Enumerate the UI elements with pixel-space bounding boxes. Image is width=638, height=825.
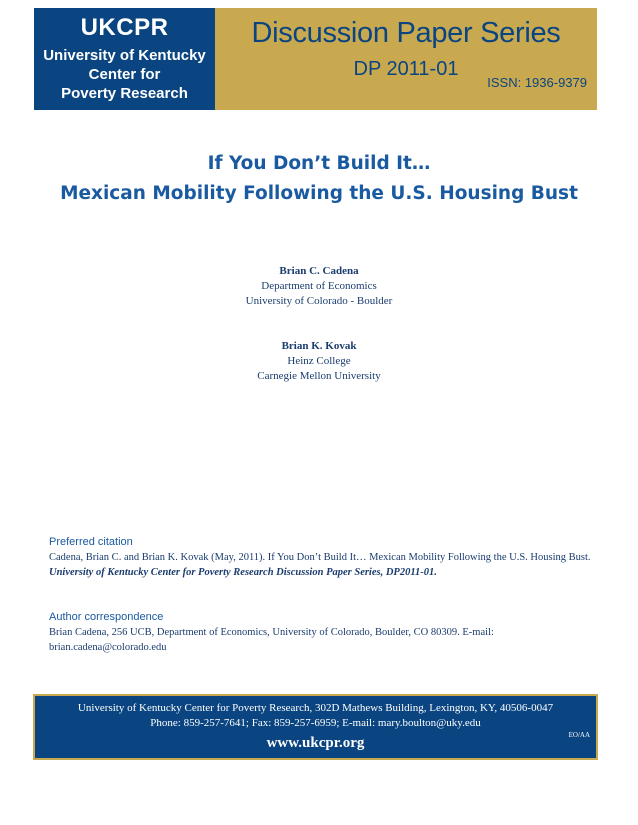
title-line: If You Don’t Build It… [207, 153, 431, 174]
eo-aa-notice: EO/AA [568, 731, 590, 739]
correspondence-section [49, 610, 594, 655]
org-acronym: UKCPR [80, 14, 169, 41]
citation-text [49, 550, 594, 580]
footer-contact: Phone: 859-257-7641; Fax: 859-257-6959; E-mail: mary.boulton@uky.edu [150, 717, 481, 729]
citation-body: Cadena, Brian C. and Brian K. Kovak (May, 2011). If You Don’t Build It… Mexican Mobility Following the U.S. Housing Bust. [49, 552, 591, 563]
author-affiliation: University of Colorado - Boulder [245, 295, 393, 307]
citation-label: Preferred citation [49, 536, 133, 548]
citation-series: University of Kentucky Center for Poverty Research Discussion Paper Series, DP2011-01. [49, 567, 437, 578]
correspondence-text: Brian Cadena, 256 UCB, Department of Economics, University of Colorado, Boulder, CO 80309. E-mail: brian.cadena@colorado.edu [49, 627, 494, 653]
citation-section [49, 535, 594, 580]
org-full-name [34, 46, 215, 103]
author-name: Brian C. Cadena [279, 265, 359, 277]
title-line: Mexican Mobility Following the U.S. Housing Bust [60, 183, 578, 204]
footer-website-link[interactable]: www.ukcpr.org [266, 735, 365, 751]
author-1 [0, 264, 638, 309]
series-title: Discussion Paper Series [251, 17, 561, 49]
author-affiliation: Department of Economics [261, 280, 377, 292]
series-block [215, 8, 597, 110]
header-banner [34, 8, 597, 110]
footer-address: University of Kentucky Center for Poverty Research, 302D Mathews Building, Lexington, KY, 40506-0047 [77, 702, 554, 714]
correspondence-label: Author correspondence [49, 611, 164, 623]
author-affiliation: Carnegie Mellon University [257, 370, 381, 382]
author-2 [0, 339, 638, 384]
author-affiliation: Heinz College [287, 355, 351, 367]
author-name: Brian K. Kovak [281, 340, 357, 352]
org-logo-block [34, 8, 215, 110]
footer-banner [33, 694, 598, 760]
paper-title [0, 149, 638, 209]
org-name-line: Poverty Research [61, 85, 188, 102]
org-name-line: Center for [88, 66, 161, 83]
issn: ISSN: 1936-9379 [487, 75, 587, 90]
paper-number: DP 2011-01 [353, 58, 459, 80]
org-name-line: University of Kentucky [43, 47, 206, 64]
